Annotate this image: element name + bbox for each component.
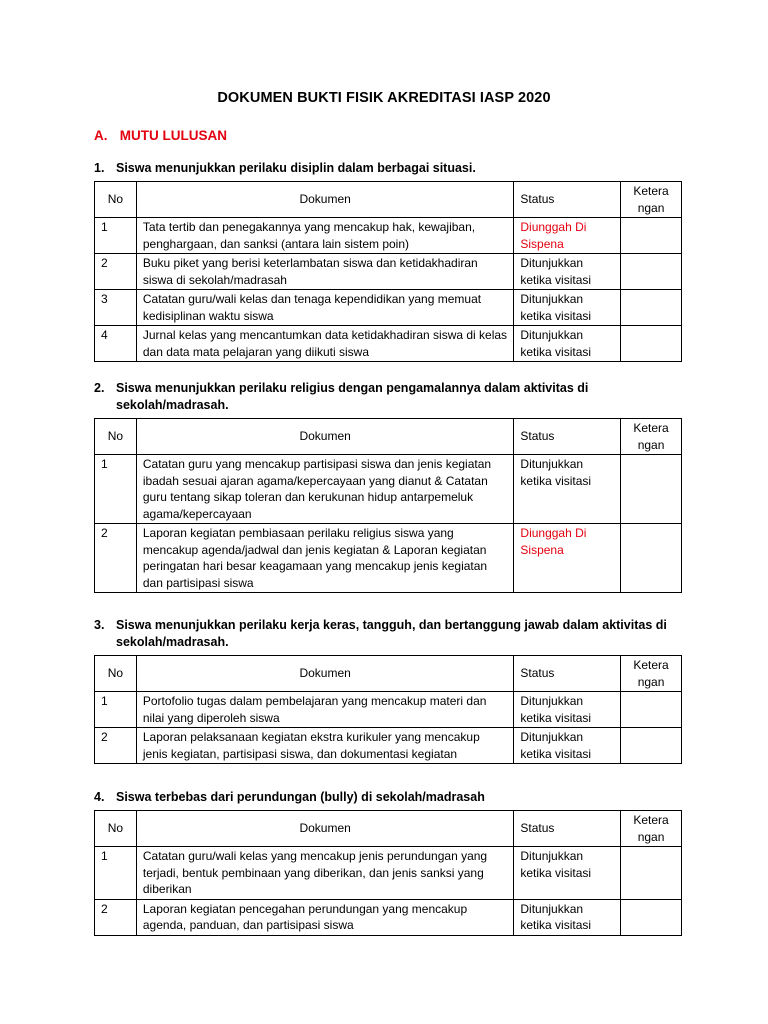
row-dokumen: Catatan guru yang mencakup partisipasi siswa dan jenis kegiatan ibadah sesuai ajaran agama/kepercayaan yang dianut & Catatan guru tentang sikap toleran dan kerukunan hidup antarpemeluk agama/kepercayaan xyxy=(136,455,514,524)
row-keterangan xyxy=(621,290,682,326)
header-dokumen: Dokumen xyxy=(136,656,513,692)
row-status: Ditunjukkan ketika visitasi xyxy=(514,899,621,935)
table-row xyxy=(95,728,682,764)
row-no: 1 xyxy=(95,455,137,524)
row-dokumen: Catatan guru/wali kelas dan tenaga kependidikan yang memuat kedisiplinan waktu siswa xyxy=(136,290,514,326)
criterion-text: Siswa menunjukkan perilaku religius dengan pengamalannya dalam aktivitas di sekolah/madrasah. xyxy=(116,381,589,412)
criterion-number: 3. xyxy=(94,618,105,632)
row-no: 2 xyxy=(95,899,137,935)
row-dokumen: Tata tertib dan penegakannya yang mencakup hak, kewajiban, penghargaan, dan sanksi (antara lain sistem poin) xyxy=(136,218,514,254)
section-letter: A. xyxy=(94,128,108,143)
header-no: No xyxy=(95,419,137,455)
row-dokumen: Portofolio tugas dalam pembelajaran yang mencakup materi dan nilai yang diperoleh siswa xyxy=(136,692,513,728)
row-keterangan xyxy=(621,326,682,362)
row-dokumen: Laporan kegiatan pembiasaan perilaku religius siswa yang mencakup agenda/jadwal dan jenis kegiatan & Laporan kegiatan peringatan hari besar keagamaan yang mencakup jenis kegiatan dan partisipasi siswa xyxy=(136,524,514,593)
row-status: Diunggah Di Sispena xyxy=(514,218,621,254)
table-row xyxy=(95,455,682,524)
table-row xyxy=(95,254,682,290)
row-no: 2 xyxy=(95,524,137,593)
row-dokumen: Catatan guru/wali kelas yang mencakup jenis perundungan yang terjadi, bentuk pembinaan yang diberikan, dan jenis sanksi yang diberikan xyxy=(136,847,513,900)
header-keterangan: Ketera ngan xyxy=(621,656,682,692)
row-no: 1 xyxy=(95,692,137,728)
document-table xyxy=(94,810,682,936)
header-no: No xyxy=(95,811,137,847)
row-keterangan xyxy=(621,899,682,935)
row-keterangan xyxy=(621,847,682,900)
header-dokumen: Dokumen xyxy=(136,419,514,455)
header-dokumen: Dokumen xyxy=(136,811,513,847)
row-keterangan xyxy=(621,692,682,728)
row-dokumen: Laporan pelaksanaan kegiatan ekstra kurikuler yang mencakup jenis kegiatan, partisipasi siswa, dan dokumentasi kegiatan xyxy=(136,728,513,764)
row-status: Ditunjukkan ketika visitasi xyxy=(514,692,621,728)
row-status: Diunggah Di Sispena xyxy=(514,524,621,593)
row-dokumen: Buku piket yang berisi keterlambatan siswa dan ketidakhadiran siswa di sekolah/madrasah xyxy=(136,254,514,290)
table-row xyxy=(95,692,682,728)
table-row xyxy=(95,899,682,935)
row-status: Ditunjukkan ketika visitasi xyxy=(514,728,621,764)
row-no: 1 xyxy=(95,218,137,254)
table-row xyxy=(95,847,682,900)
table-header-row xyxy=(95,182,682,218)
header-no: No xyxy=(95,656,137,692)
table-header-row xyxy=(95,419,682,455)
row-dokumen: Jurnal kelas yang mencantumkan data ketidakhadiran siswa di kelas dan data mata pelajaran yang diikuti siswa xyxy=(136,326,514,362)
row-keterangan xyxy=(621,524,682,593)
header-no: No xyxy=(95,182,137,218)
row-keterangan xyxy=(621,218,682,254)
row-status: Ditunjukkan ketika visitasi xyxy=(514,847,621,900)
criterion-heading xyxy=(94,380,694,414)
criterion-number: 1. xyxy=(94,161,105,175)
criterion-heading xyxy=(94,160,694,177)
criterion-heading xyxy=(94,617,694,651)
table-header-row xyxy=(95,811,682,847)
section-name: MUTU LULUSAN xyxy=(119,128,228,143)
row-status: Ditunjukkan ketika visitasi xyxy=(514,455,621,524)
table-row xyxy=(95,290,682,326)
document-table xyxy=(94,655,682,764)
row-no: 4 xyxy=(95,326,137,362)
criterion-text: Siswa menunjukkan perilaku kerja keras, tangguh, dan bertanggung jawab dalam aktivitas di sekolah/madrasah. xyxy=(116,618,667,649)
table-row xyxy=(95,524,682,593)
criterion-text: Siswa menunjukkan perilaku disiplin dalam berbagai situasi. xyxy=(116,161,476,175)
criterion-text: Siswa terbebas dari perundungan (bully) di sekolah/madrasah xyxy=(116,790,485,804)
header-status: Status xyxy=(514,656,621,692)
row-no: 2 xyxy=(95,728,137,764)
header-dokumen: Dokumen xyxy=(136,182,514,218)
row-status: Ditunjukkan ketika visitasi xyxy=(514,290,621,326)
criterion-heading xyxy=(94,789,694,806)
header-status: Status xyxy=(514,419,621,455)
header-status: Status xyxy=(514,811,621,847)
criterion-number: 2. xyxy=(94,381,105,395)
row-no: 3 xyxy=(95,290,137,326)
header-keterangan: Ketera ngan xyxy=(621,182,682,218)
header-status: Status xyxy=(514,182,621,218)
table-row xyxy=(95,326,682,362)
row-keterangan xyxy=(621,254,682,290)
row-status: Ditunjukkan ketika visitasi xyxy=(514,254,621,290)
criterion-number: 4. xyxy=(94,790,105,804)
document-table xyxy=(94,418,682,593)
row-no: 2 xyxy=(95,254,137,290)
section-heading xyxy=(94,128,227,143)
header-keterangan: Ketera ngan xyxy=(621,811,682,847)
table-header-row xyxy=(95,656,682,692)
row-keterangan xyxy=(621,455,682,524)
document-table xyxy=(94,181,682,362)
header-keterangan: Ketera ngan xyxy=(621,419,682,455)
row-status: Ditunjukkan ketika visitasi xyxy=(514,326,621,362)
row-keterangan xyxy=(621,728,682,764)
table-row xyxy=(95,218,682,254)
row-dokumen: Laporan kegiatan pencegahan perundungan yang mencakup agenda, panduan, dan partisipasi siswa xyxy=(136,899,513,935)
row-no: 1 xyxy=(95,847,137,900)
document-title: DOKUMEN BUKTI FISIK AKREDITASI IASP 2020 xyxy=(217,90,551,106)
